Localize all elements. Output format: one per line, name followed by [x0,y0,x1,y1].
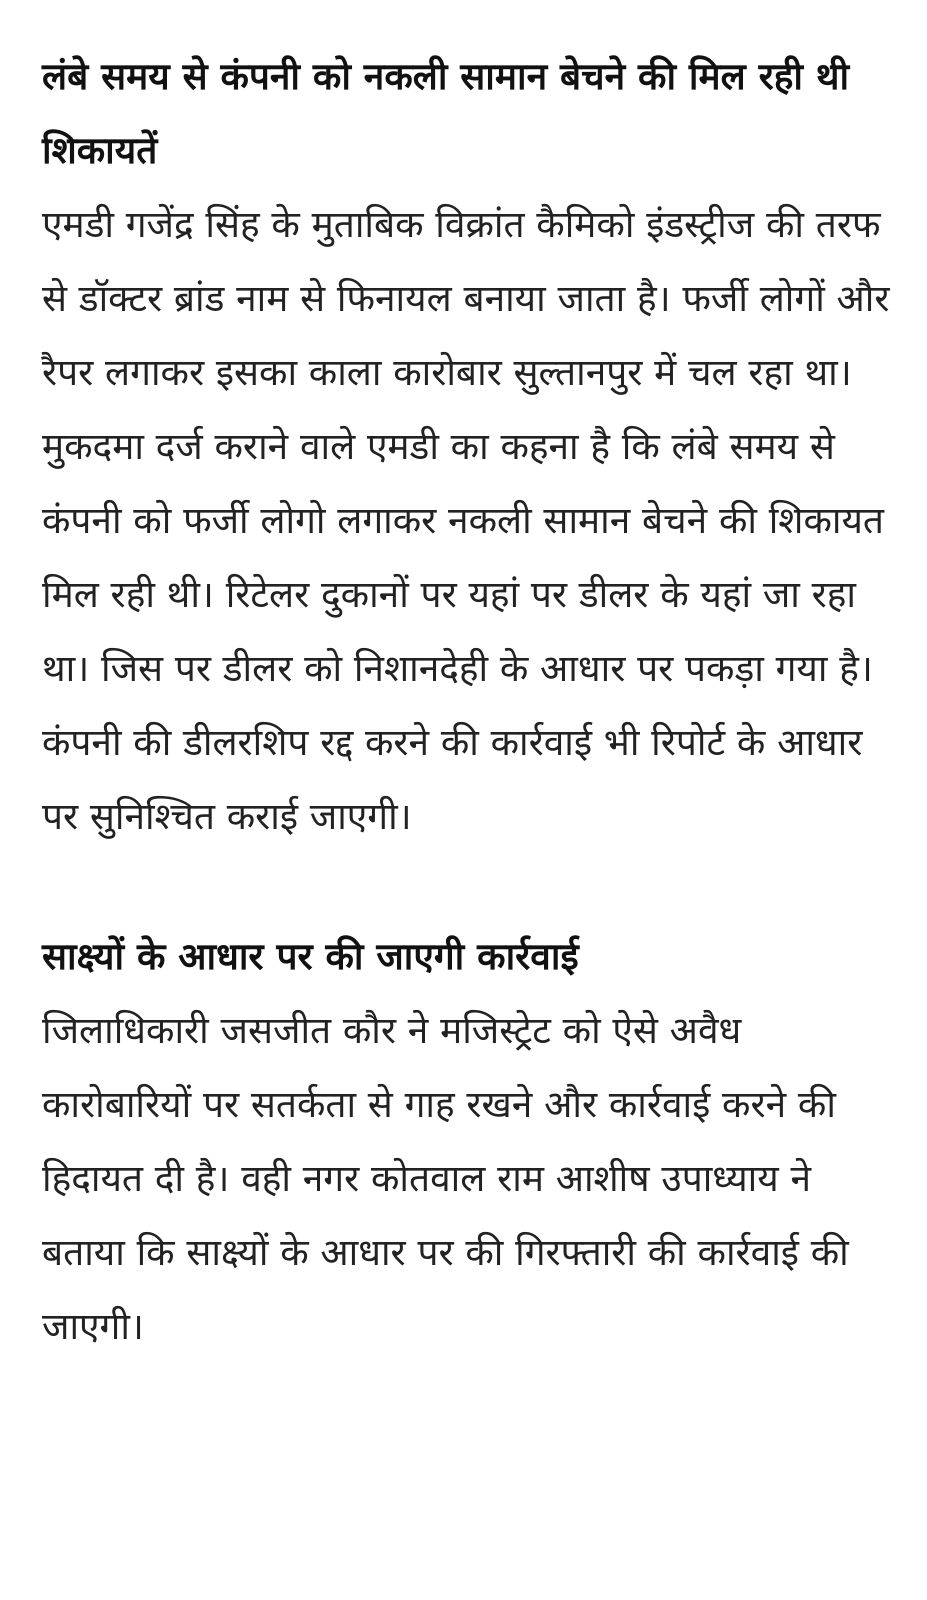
article-section [42,40,892,854]
article-body [42,40,892,1364]
section-heading: साक्ष्यों के आधार पर की जाएगी कार्रवाई [42,935,579,978]
article-section [42,920,892,1364]
section-heading: लंबे समय से कंपनी को नकली सामान बेचने की मिल रही थी शिकायतें [42,55,850,172]
section-paragraph: एमडी गजेंद्र सिंह के मुताबिक विक्रांत कैमिको इंडस्ट्रीज की तरफ से डॉक्टर ब्रांड नाम से फिनायल बनाया जाता है। फर्जी लोगों और रैपर लगाकर इसका काला कारोबार सुल्तानपुर में चल रहा था। मुकदमा दर्ज कराने वाले एमडी का कहना है कि लंबे समय से कंपनी को फर्जी लोगो लगाकर नकली सामान बेचने की शिकायत मिल रही थी। रिटेलर दुकानों पर यहां पर डीलर के यहां जा रहा था। जिस पर डीलर को निशानदेही के आधार पर पकड़ा गया है। कंपनी की डीलरशिप रद्द करने की कार्रवाई भी रिपोर्ट के आधार पर सुनिश्चित कराई जाएगी। [42,203,890,838]
section-paragraph: जिलाधिकारी जसजीत कौर ने मजिस्ट्रेट को ऐसे अवैध कारोबारियों पर सतर्कता से गाह रखने और कार्रवाई करने की हिदायत दी है। वही नगर कोतवाल राम आशीष उपाध्याय ने बताया कि साक्ष्यों के आधार पर की गिरफ्तारी की कार्रवाई की जाएगी। [42,1009,849,1348]
